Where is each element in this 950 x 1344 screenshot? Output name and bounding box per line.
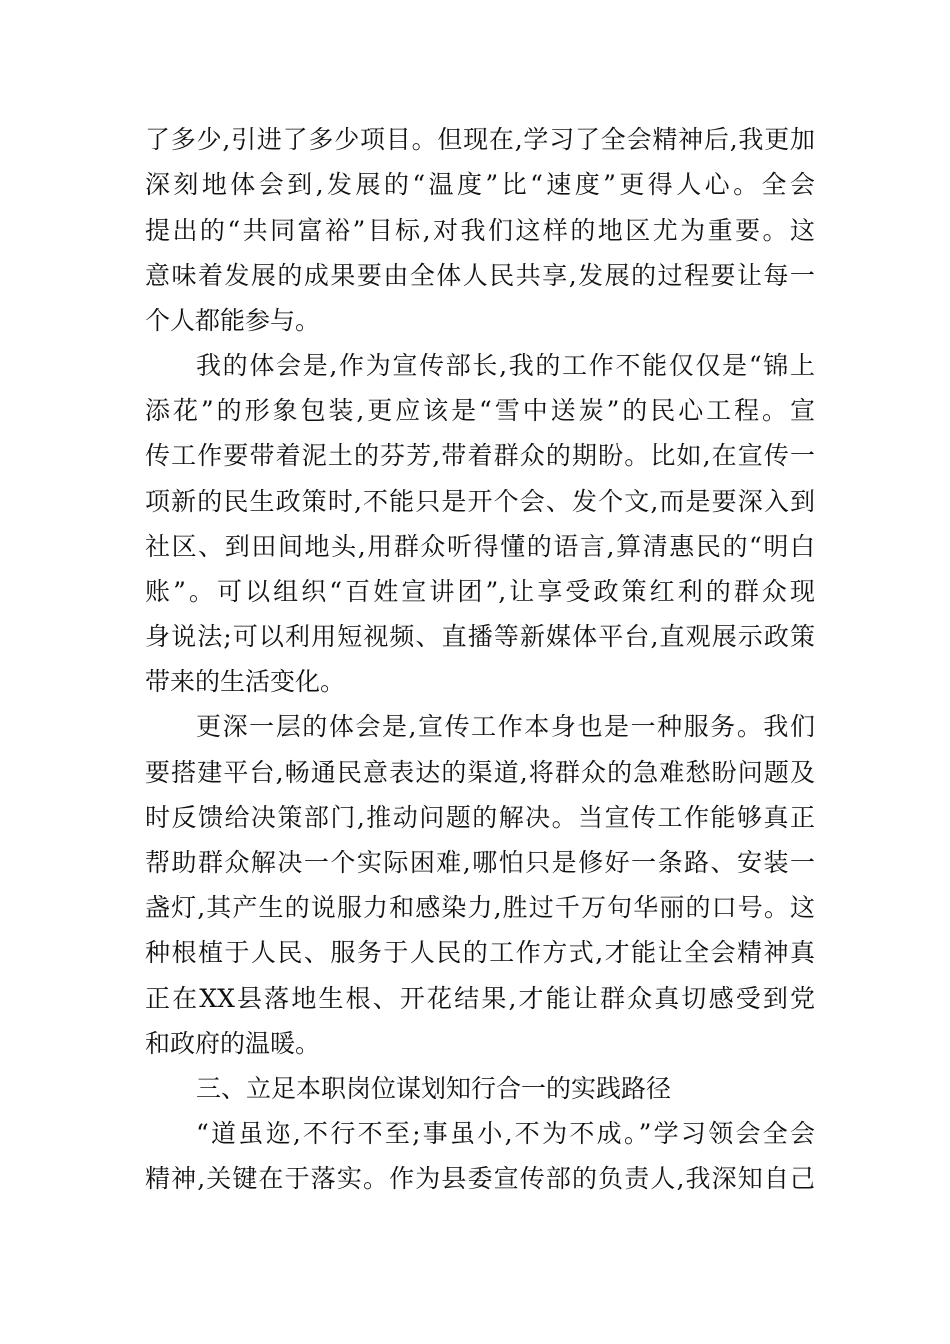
text-line: 盏灯,其产生的说服力和感染力,胜过千万句华丽的口号。这	[145, 893, 815, 922]
text-line: 要搭建平台,畅通民意表达的渠道,将群众的急难愁盼问题及	[145, 758, 815, 787]
text-line: 添花”的形象包装,更应该是“雪中送炭”的民心工程。宣	[145, 396, 815, 425]
text-line: 正在XX县落地生根、开花结果,才能让群众真切感受到党	[145, 984, 815, 1013]
text-line: “道虽迩,不行不至;事虽小,不为不成。”学习领会全会	[196, 1119, 815, 1148]
text-line: 我的体会是,作为宣传部长,我的工作不能仅仅是“锦上	[196, 351, 815, 380]
text-line: 社区、到田间地头,用群众听得懂的语言,算清惠民的“明白	[145, 532, 815, 561]
text-line: 更深一层的体会是,宣传工作本身也是一种服务。我们	[196, 712, 815, 741]
text-line: 身说法;可以利用短视频、直播等新媒体平台,直观展示政策	[145, 622, 815, 651]
text-line: 传工作要带着泥土的芬芳,带着群众的期盼。比如,在宣传一	[145, 441, 815, 470]
text-line: 账”。可以组织“百姓宣讲团”,让享受政策红利的群众现	[145, 577, 815, 606]
section-heading: 三、立足本职岗位谋划知行合一的实践路径	[196, 1074, 672, 1103]
text-line: 帮助群众解决一个实际困难,哪怕只是修好一条路、安装一	[145, 848, 815, 877]
text-line: 种根植于人民、服务于人民的工作方式,才能让全会精神真	[145, 938, 815, 967]
text-line: 了多少,引进了多少项目。但现在,学习了全会精神后,我更加	[145, 125, 815, 154]
text-line: 时反馈给决策部门,推动问题的解决。当宣传工作能够真正	[145, 803, 815, 832]
text-line: 意味着发展的成果要由全体人民共享,发展的过程要让每一	[145, 261, 815, 290]
text-line: 深刻地体会到,发展的“温度”比“速度”更得人心。全会	[145, 170, 815, 199]
text-line: 提出的“共同富裕”目标,对我们这样的地区尤为重要。这	[145, 216, 815, 245]
text-line: 带来的生活变化。	[145, 667, 346, 696]
text-line: 项新的民生政策时,不能只是开个会、发个文,而是要深入到	[145, 487, 815, 516]
text-line: 和政府的温暖。	[145, 1029, 321, 1058]
text-line: 个人都能参与。	[145, 306, 321, 335]
text-line: 精神,关键在于落实。作为县委宣传部的负责人,我深知自己	[145, 1164, 815, 1193]
